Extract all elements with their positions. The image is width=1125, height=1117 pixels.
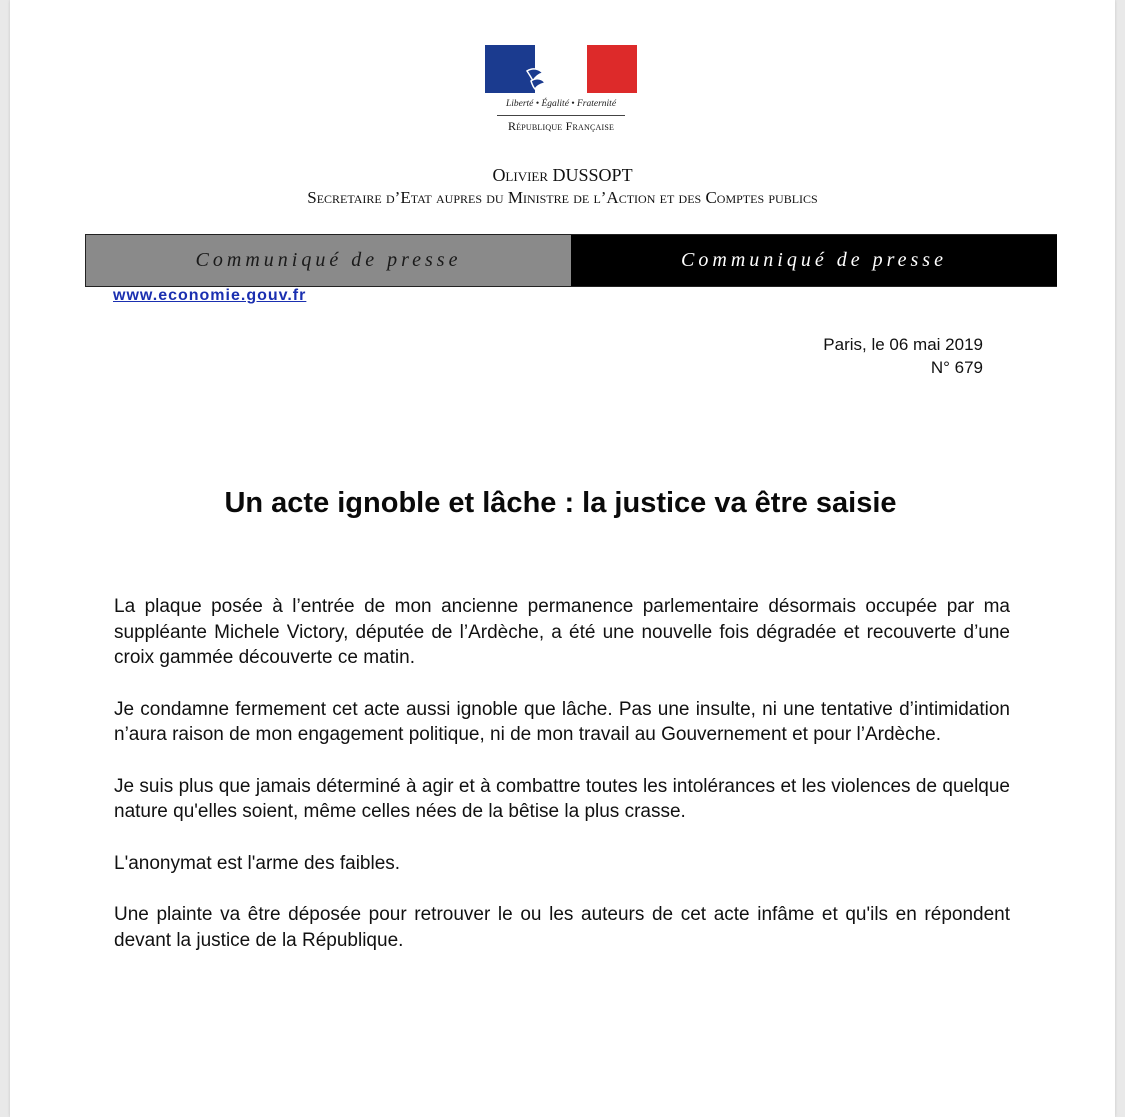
- dateline: [823, 333, 983, 379]
- release-number: N° 679: [930, 358, 983, 377]
- paragraph: Je condamne fermement cet acte aussi ignoble que lâche. Pas une insulte, ni une tentative d’intimidation n’aura raison de mon engagement politique, ni de mon travail au Gouvernement et pour l’Ardèche.: [114, 698, 1010, 745]
- logo-divider: [497, 115, 625, 116]
- republic-motto: Liberté • Égalité • Fraternité: [505, 99, 617, 109]
- paragraph: L'anonymat est l'arme des faibles.: [114, 852, 401, 874]
- paragraph: Une plainte va être déposée pour retrouver le ou les auteurs de cet acte infâme et qu'ils en répondent devant la justice de la République.: [114, 904, 1010, 951]
- minister-title: Secretaire d’Etat aupres du Ministre de l’Action et des Comptes publics: [307, 188, 818, 207]
- place-date: Paris, le 06 mai 2019: [823, 335, 983, 354]
- headline: Un acte ignoble et lâche : la justice va être saisie: [224, 487, 897, 519]
- republique-francaise-logo: [485, 45, 637, 137]
- republic-name: République Française: [507, 119, 615, 133]
- marianne-icon: [523, 47, 585, 93]
- press-label-left: Communiqué de presse: [85, 235, 571, 286]
- website-link[interactable]: www.economie.gouv.fr: [113, 287, 307, 304]
- press-label-right: Communiqué de presse: [571, 235, 1057, 286]
- press-release-banner: [85, 234, 1057, 287]
- paragraph: La plaque posée à l’entrée de mon ancienne permanence parlementaire désormais occupée par ma suppléante Michele Victory, députée de l’Ardèche, a été une nouvelle fois dégradée et recouverte d’une croix gammée découverte ce matin.: [114, 596, 1010, 668]
- press-release-page: [10, 0, 1115, 1117]
- minister-name: Olivier DUSSOPT: [492, 165, 633, 185]
- body-text: [114, 594, 1010, 979]
- paragraph: Je suis plus que jamais déterminé à agir et à combattre toutes les intolérances et les violences de quelque nature qu'elles soient, même celles nées de la bêtise la plus crasse.: [114, 775, 1010, 822]
